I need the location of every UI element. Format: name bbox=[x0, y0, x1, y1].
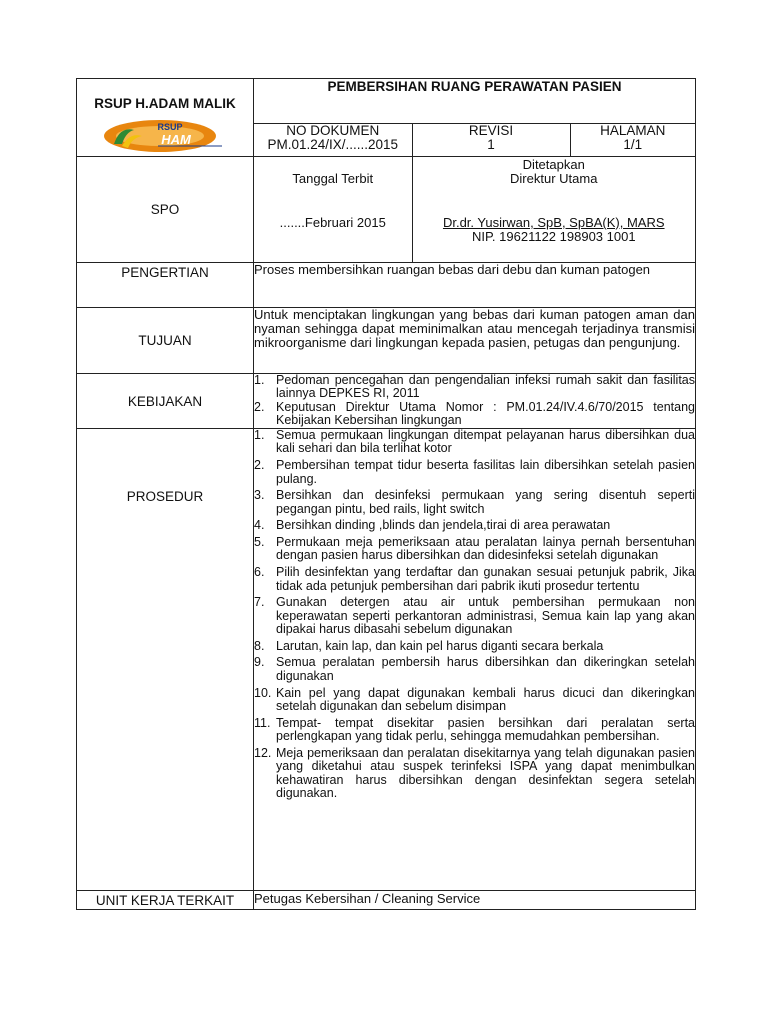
list-item-number: 2. bbox=[254, 458, 265, 473]
list-item-text: Permukaan meja pemeriksaan atau peralatan lainya pernah bersentuhan dengan pasien harus dibersihkan dan didesinfeksi setelah digunakan bbox=[276, 535, 695, 563]
list-item-number: 8. bbox=[254, 638, 265, 653]
list-item bbox=[254, 596, 695, 636]
prosedur-cell bbox=[254, 429, 696, 891]
hospital-name: RSUP H.ADAM MALIK bbox=[94, 96, 236, 111]
kebijakan-cell bbox=[254, 374, 696, 429]
list-item-number: 5. bbox=[254, 535, 265, 550]
list-item-number: 1. bbox=[254, 428, 265, 442]
hospital-logo bbox=[100, 114, 230, 156]
list-item-number: 7. bbox=[254, 595, 265, 610]
unit-kerja-text: Petugas Kebersihan / Cleaning Service bbox=[254, 891, 696, 910]
revisi-label: REVISI bbox=[468, 122, 514, 138]
list-item-text: Semua permukaan lingkungan ditempat pelayanan harus dibersihkan dua kali sehari dan bila terlihat kotor bbox=[276, 428, 695, 456]
tujuan-label: TUJUAN bbox=[77, 308, 254, 374]
list-item bbox=[254, 640, 695, 653]
signatory-nip: NIP. 19621122 198903 1001 bbox=[471, 229, 636, 244]
kebijakan-label: KEBIJAKAN bbox=[77, 374, 254, 429]
list-item bbox=[254, 519, 695, 532]
no-dokumen-value: PM.01.24/IX/......2015 bbox=[267, 136, 399, 152]
tanggal-terbit-value: .......Februari 2015 bbox=[279, 215, 386, 230]
tujuan-text: Untuk menciptakan lingkungan yang bebas dari kuman patogen aman dan nyaman sehingga dapat meminimalkan atau mencegah terjadinya transmisi mikroorganisme dari lingkungan kepada pasien, petugas dan pengunjung. bbox=[254, 308, 696, 374]
list-item-text: Kain pel yang dapat digunakan kembali harus dicuci dan dikeringkan setelah digunakan dan sebelum disimpan bbox=[276, 685, 695, 713]
hospital-cell bbox=[77, 79, 254, 157]
list-item-text: Bersihkan dinding ,blinds dan jendela,tirai di area perawatan bbox=[276, 518, 611, 533]
list-item-number: 10. bbox=[254, 685, 272, 700]
signatory-name: Dr.dr. Yusirwan, SpB, SpBA(K), MARS bbox=[442, 215, 665, 230]
list-item-number: 1. bbox=[254, 373, 265, 387]
list-item-number: 6. bbox=[254, 565, 265, 580]
list-item-text: Bersihkan dan desinfeksi permukaan yang sering disentuh seperti pegangan pintu, bed rails, light switch bbox=[276, 488, 695, 516]
list-item-text: Keputusan Direktur Utama Nomor : PM.01.24/IV.4.6/70/2015 tentang Kebijakan Kebersihan lingkungan bbox=[276, 399, 695, 428]
spo-label: SPO bbox=[77, 157, 254, 263]
halaman-label: HALAMAN bbox=[600, 122, 666, 138]
list-item bbox=[254, 459, 695, 486]
ditetapkan: Ditetapkan bbox=[522, 157, 585, 172]
list-item bbox=[254, 374, 695, 401]
list-item-number: 2. bbox=[254, 399, 265, 414]
list-item-text: Meja pemeriksaan dan peralatan disekitarnya yang telah digunakan pasien yang diketahui atau suspek terinfeksi ISPA yang dapat menimbulkan kehawatiran harus dibersihkan dengan desinfektan segera setelah digunakan. bbox=[276, 745, 695, 801]
revisi bbox=[412, 124, 570, 156]
tanggal-terbit-cell bbox=[254, 157, 412, 262]
list-item bbox=[254, 566, 695, 593]
list-item-number: 11. bbox=[254, 715, 271, 730]
kebijakan-list bbox=[254, 374, 695, 428]
list-item-text: Tempat- tempat disekitar pasien bersihkan dari peralatan serta perlengkapan yang tidak perlu, sehingga memudahkan pembersihan. bbox=[276, 715, 695, 744]
list-item-text: Gunakan detergen atau air untuk pembersihan permukaan non keperawatan seperti perkantoran administrasi, Semua kain lap yang akan dipakai harus dibasahi sebelum digunakan bbox=[276, 595, 695, 637]
halaman-value: 1/1 bbox=[623, 136, 643, 152]
list-item bbox=[254, 429, 695, 456]
pengertian-label: PENGERTIAN bbox=[77, 263, 254, 308]
list-item bbox=[254, 401, 695, 428]
list-item bbox=[254, 747, 695, 801]
no-dokumen bbox=[254, 124, 412, 156]
pengesahan-cell bbox=[412, 157, 695, 262]
halaman bbox=[570, 124, 695, 156]
document-title: PEMBERSIHAN RUANG PERAWATAN PASIEN bbox=[254, 79, 696, 124]
spo-table bbox=[76, 78, 696, 910]
pengertian-text: Proses membersihkan ruangan bebas dari debu dan kuman patogen bbox=[254, 263, 696, 308]
prosedur-label: PROSEDUR bbox=[77, 429, 254, 891]
list-item bbox=[254, 656, 695, 683]
list-item bbox=[254, 489, 695, 516]
list-item-number: 12. bbox=[254, 745, 272, 760]
list-item bbox=[254, 687, 695, 714]
doc-meta-cell bbox=[254, 123, 696, 156]
svg-text:RSUP: RSUP bbox=[157, 122, 183, 132]
list-item bbox=[254, 717, 695, 744]
no-dokumen-label: NO DOKUMEN bbox=[286, 122, 380, 138]
unit-kerja-label: UNIT KERJA TERKAIT bbox=[77, 891, 254, 910]
svg-text:HAM: HAM bbox=[161, 132, 191, 147]
direktur-utama: Direktur Utama bbox=[510, 171, 598, 186]
list-item-number: 4. bbox=[254, 518, 265, 533]
list-item-text: Pilih desinfektan yang terdaftar dan gunakan sesuai petunjuk pabrik, Jika tidak ada petunjuk pembersihan dari pabrik ikuti prosedur tertentu bbox=[276, 565, 695, 593]
list-item-number: 3. bbox=[254, 488, 265, 503]
prosedur-list bbox=[254, 429, 695, 800]
list-item-text: Larutan, kain lap, dan kain pel harus diganti secara berkala bbox=[276, 638, 604, 653]
list-item-text: Semua peralatan pembersih harus dibersihkan dan dikeringkan setelah digunakan bbox=[276, 655, 695, 683]
spo-cell bbox=[254, 157, 696, 263]
revisi-value: 1 bbox=[487, 136, 495, 152]
list-item bbox=[254, 536, 695, 563]
list-item-text: Pedoman pencegahan dan pengendalian infeksi rumah sakit dan fasilitas lainnya DEPKES RI, 2011 bbox=[276, 373, 695, 401]
tanggal-terbit-label: Tanggal Terbit bbox=[292, 171, 374, 186]
list-item-text: Pembersihan tempat tidur beserta fasilitas lain dibersihkan setelah pasien pulang. bbox=[276, 458, 695, 486]
list-item-number: 9. bbox=[254, 655, 265, 670]
